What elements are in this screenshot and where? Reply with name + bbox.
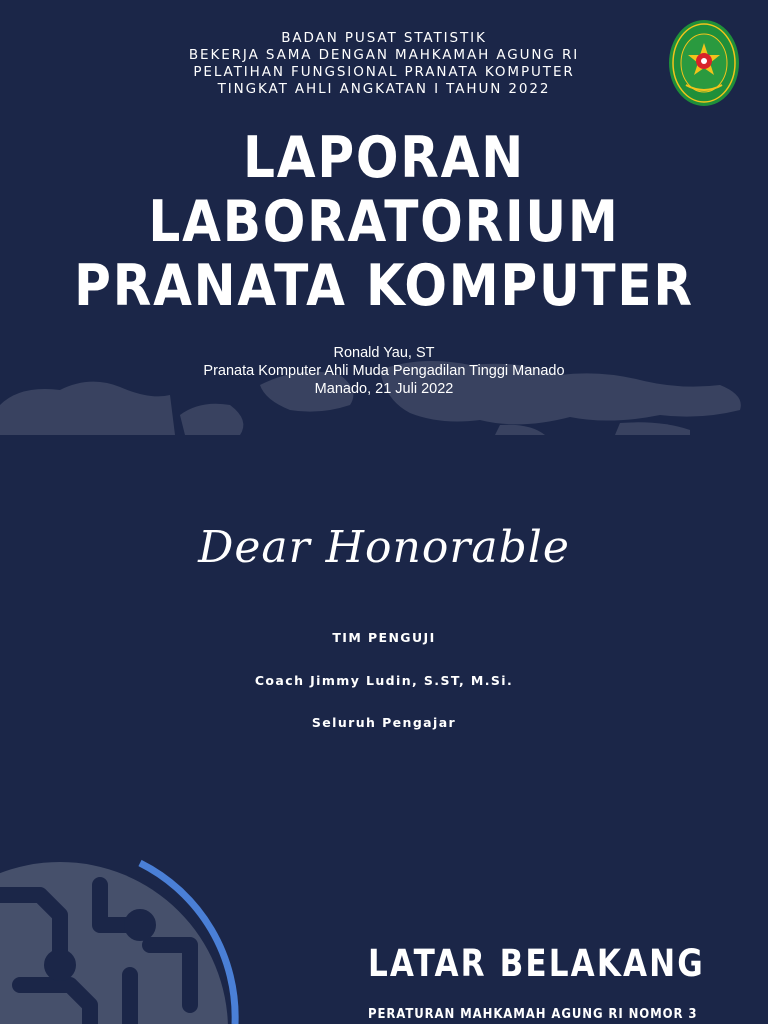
author-position: Pranata Komputer Ahli Muda Pengadilan Tinggi Manado — [203, 363, 565, 379]
author-name: Ronald Yau, ST — [333, 345, 435, 361]
court-seal-icon — [668, 19, 740, 107]
greeting-script: Dear Honorable — [198, 522, 570, 573]
audience-others: Seluruh Pengajar — [311, 715, 457, 730]
header-line: TINGKAT AHLI ANGKATAN I TAHUN 2022 — [217, 81, 551, 97]
report-title — [46, 126, 722, 318]
header-line: PELATIHAN FUNGSIONAL PRANATA KOMPUTER — [193, 64, 575, 80]
author-block — [0, 344, 768, 398]
audience-coach: Coach Jimmy Ludin, S.ST, M.Si. — [254, 673, 514, 688]
title-line: LABORATORIUM — [148, 189, 620, 255]
header-line: BADAN PUSAT STATISTIK — [281, 30, 487, 46]
audience-heading: TIM PENGUJI — [332, 630, 436, 645]
circuit-graphic — [0, 855, 300, 1024]
section-subtitle: PERATURAN MAHKAMAH AGUNG RI NOMOR 3 — [368, 1007, 698, 1022]
title-line: LAPORAN — [243, 125, 525, 191]
header-institution-lines — [0, 30, 768, 98]
section-title: LATAR BELAKANG — [368, 942, 705, 985]
title-line: PRANATA KOMPUTER — [74, 253, 694, 319]
author-place-date: Manado, 21 Juli 2022 — [314, 381, 454, 397]
header-line: BEKERJA SAMA DENGAN MAHKAMAH AGUNG RI — [188, 47, 580, 63]
